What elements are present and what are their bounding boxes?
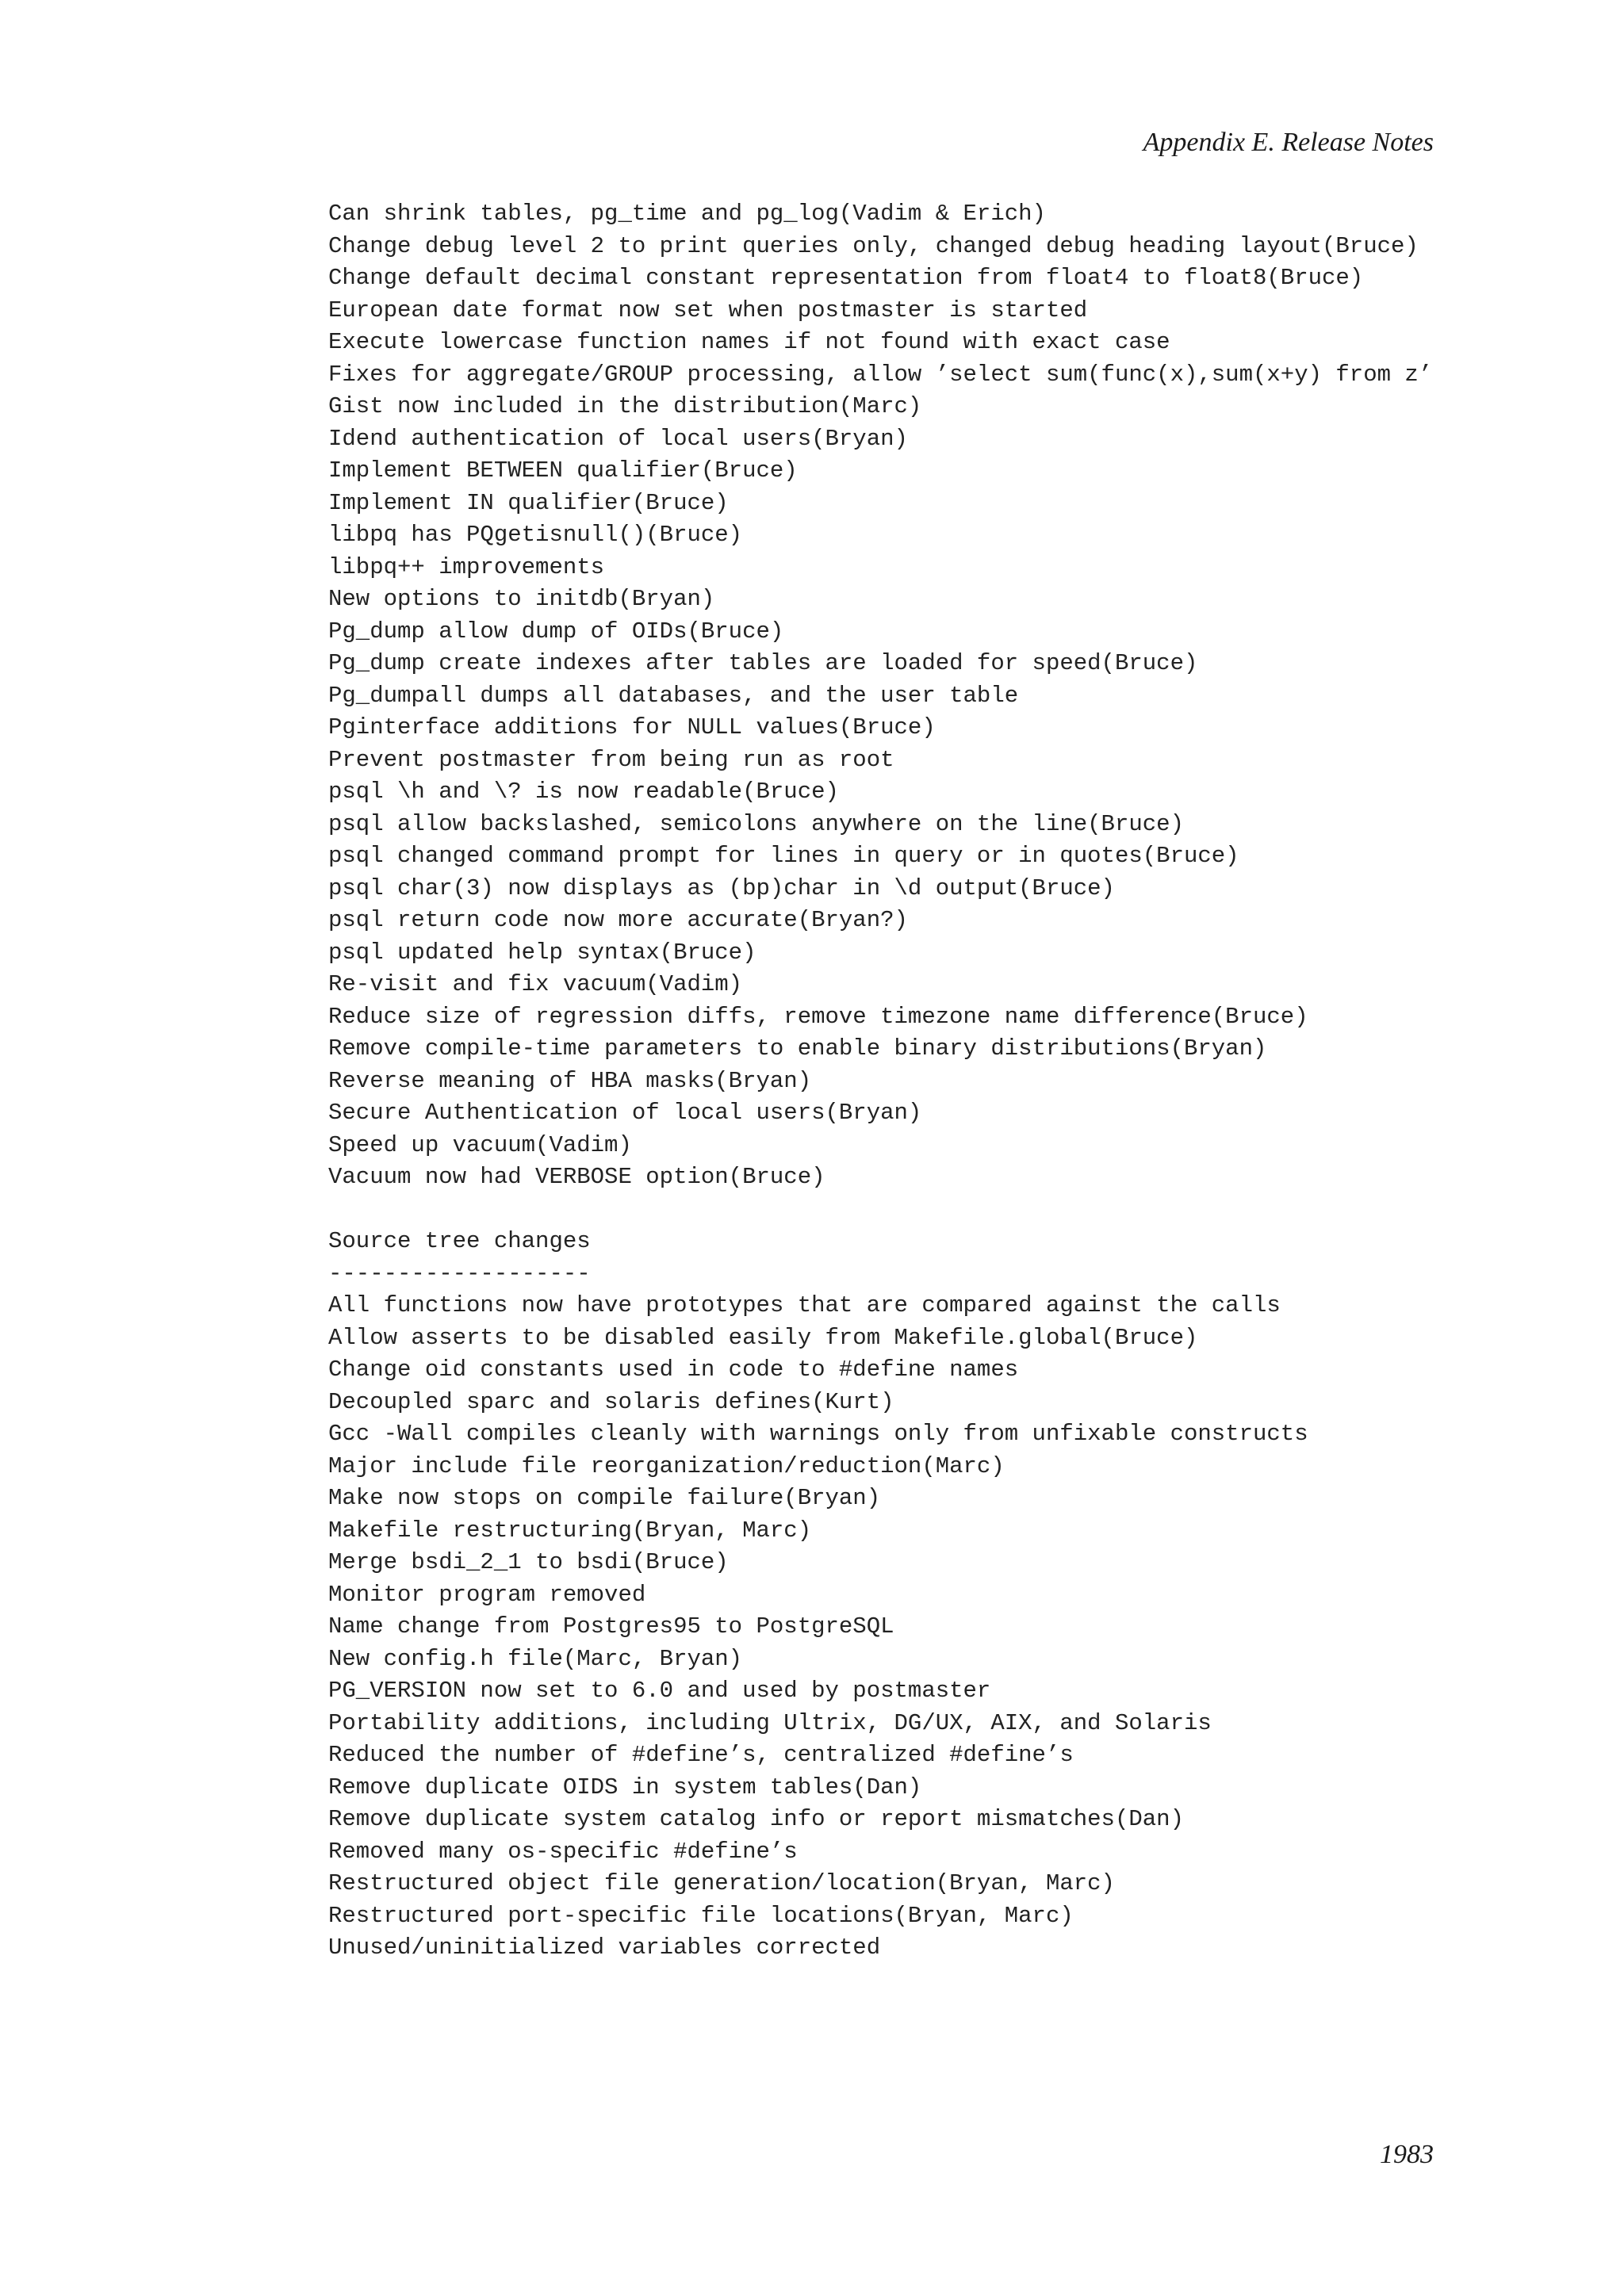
- listing-line: Vacuum now had VERBOSE option(Bruce): [328, 1164, 825, 1190]
- listing-line: -------------------: [328, 1260, 591, 1287]
- listing-line: Prevent postmaster from being run as root: [328, 746, 894, 773]
- listing-line: Pg_dump create indexes after tables are loaded for speed(Bruce): [328, 650, 1198, 676]
- listing-line: psql char(3) now displays as (bp)char in \d output(Bruce): [328, 874, 1115, 901]
- listing-line: Remove compile-time parameters to enable binary distributions(Bryan): [328, 1035, 1267, 1062]
- listing-line: Gcc -Wall compiles cleanly with warnings only from unfixable constructs: [328, 1421, 1308, 1447]
- listing-line: Make now stops on compile failure(Bryan): [328, 1485, 881, 1511]
- listing-line: Can shrink tables, pg_time and pg_log(Vadim & Erich): [328, 201, 1046, 227]
- listing-line: Source tree changes: [328, 1228, 591, 1254]
- listing-line: Reduce size of regression diffs, remove timezone name difference(Bruce): [328, 1003, 1308, 1030]
- listing-line: New config.h file(Marc, Bryan): [328, 1645, 743, 1672]
- page-number: 1983: [1380, 2140, 1434, 2169]
- listing-line: Makefile restructuring(Bryan, Marc): [328, 1517, 812, 1544]
- listing-line: Pginterface additions for NULL values(Bruce): [328, 714, 936, 740]
- listing-line: Remove duplicate OIDS in system tables(Dan): [328, 1774, 922, 1800]
- blank-line: [328, 1194, 1432, 1226]
- listing-line: psql \h and \? is now readable(Bruce): [328, 779, 839, 805]
- listing-line: libpq has PQgetisnull()(Bruce): [328, 522, 743, 548]
- listing-line: Major include file reorganization/reduction(Marc): [328, 1452, 1005, 1479]
- listing-line: Remove duplicate system catalog info or report mismatches(Dan): [328, 1806, 1184, 1832]
- listing-line: All functions now have prototypes that are compared against the calls: [328, 1292, 1281, 1318]
- listing-line: Restructured object file generation/location(Bryan, Marc): [328, 1870, 1115, 1896]
- listing-line: libpq++ improvements: [328, 553, 605, 580]
- listing-line: Pg_dump allow dump of OIDs(Bruce): [328, 618, 784, 645]
- listing-line: Allow asserts to be disabled easily from Makefile.global(Bruce): [328, 1324, 1198, 1351]
- listing-line: Pg_dumpall dumps all databases, and the user table: [328, 682, 1019, 709]
- listing-line: European date format now set when postmaster is started: [328, 297, 1088, 323]
- listing-line: Removed many os-specific #define’s: [328, 1838, 798, 1865]
- listing-line: Change oid constants used in code to #define names: [328, 1357, 1019, 1383]
- listing-line: New options to initdb(Bryan): [328, 586, 715, 612]
- listing-line: psql return code now more accurate(Bryan?): [328, 907, 908, 933]
- listing-line: Unused/uninitialized variables corrected: [328, 1934, 881, 1961]
- listing-line: Secure Authentication of local users(Bryan): [328, 1100, 922, 1126]
- listing-line: Speed up vacuum(Vadim): [328, 1131, 632, 1158]
- listing-line: psql updated help syntax(Bruce): [328, 939, 756, 966]
- listing-line: Implement BETWEEN qualifier(Bruce): [328, 457, 798, 484]
- listing-line: Decoupled sparc and solaris defines(Kurt): [328, 1388, 894, 1415]
- listing-line: Change debug level 2 to print queries only, changed debug heading layout(Bruce): [328, 232, 1419, 259]
- listing-line: Reverse meaning of HBA masks(Bryan): [328, 1067, 812, 1094]
- listing-line: Implement IN qualifier(Bruce): [328, 489, 729, 516]
- listing-line: Portability additions, including Ultrix, DG/UX, AIX, and Solaris: [328, 1709, 1212, 1736]
- listing-line: Merge bsdi_2_1 to bsdi(Bruce): [328, 1549, 729, 1575]
- listing-line: Reduced the number of #define’s, centralized #define’s: [328, 1742, 1074, 1768]
- listing-line: Monitor program removed: [328, 1581, 646, 1608]
- listing-line: Re-visit and fix vacuum(Vadim): [328, 971, 743, 997]
- listing-line: PG_VERSION now set to 6.0 and used by postmaster: [328, 1678, 991, 1704]
- listing-line: Name change from Postgres95 to PostgreSQL: [328, 1613, 894, 1640]
- listing-line: Restructured port-specific file locations(Bryan, Marc): [328, 1902, 1074, 1929]
- listing-line: psql changed command prompt for lines in query or in quotes(Bruce): [328, 843, 1239, 869]
- listing-line: Gist now included in the distribution(Marc): [328, 393, 922, 419]
- listing-line: Change default decimal constant representation from float4 to float8(Bruce): [328, 265, 1364, 291]
- listing-line: Execute lowercase function names if not found with exact case: [328, 329, 1170, 355]
- listing-line: Idend authentication of local users(Bryan): [328, 425, 908, 452]
- release-notes-listing: [328, 198, 1432, 1965]
- running-header: Appendix E. Release Notes: [1143, 128, 1434, 157]
- listing-line: Fixes for aggregate/GROUP processing, allow ’select sum(func(x),sum(x+y) from z’: [328, 361, 1433, 388]
- listing-line: psql allow backslashed, semicolons anywhere on the line(Bruce): [328, 810, 1184, 837]
